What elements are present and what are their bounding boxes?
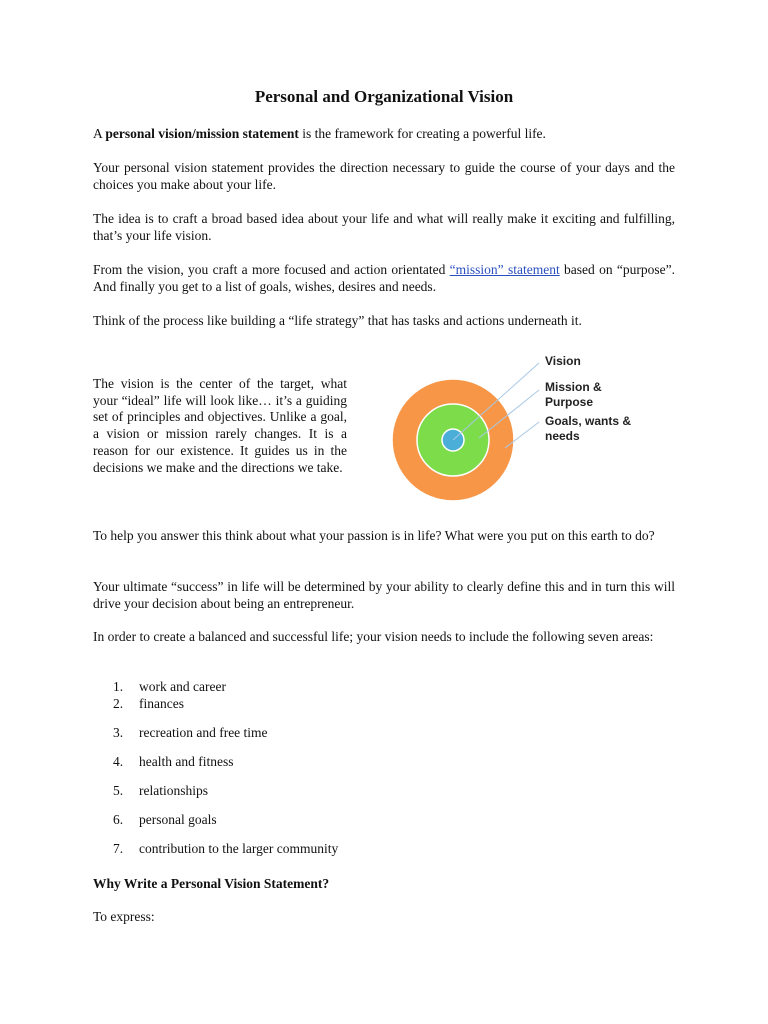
intro-pre: A: [93, 126, 106, 141]
vision-direction-paragraph: Your personal vision statement provides the direction necessary to guide the course of your days and the choices you make about your life.: [93, 160, 675, 192]
mission-paragraph: [93, 261, 675, 295]
to-express-paragraph: To express:: [93, 909, 155, 924]
label-mission-line1: Mission &: [545, 380, 602, 394]
seven-areas-paragraph: In order to create a balanced and successful life; your vision needs to include the following seven areas:: [93, 629, 654, 644]
section-heading: Why Write a Personal Vision Statement?: [93, 876, 330, 891]
intro-paragraph: [93, 125, 675, 142]
target-diagram-svg: [391, 348, 651, 504]
page-title: Personal and Organizational Vision: [254, 87, 514, 106]
passion-paragraph: To help you answer this think about what your passion is in life? What were you put on this earth to do?: [93, 528, 655, 543]
life-strategy-paragraph: Think of the process like building a “life strategy” that has tasks and actions underneath it.: [93, 313, 582, 328]
label-goals-line1: Goals, wants &: [545, 414, 632, 428]
label-mission-line2: Purpose: [545, 395, 594, 409]
intro-post: is the framework for creating a powerful life.: [298, 126, 546, 141]
vision-target-diagram: [391, 348, 651, 504]
vision-target-paragraph: The vision is the center of the target, what your “ideal” life will look like… it’s a guiding set of principles and objectives. Unlike a goal, a vision or mission rarely changes. It is a reason for our existence. It guides us in the decisions we make and the directions we take.: [93, 376, 347, 475]
mission-post: based on “purpose”. And finally you get to a list of goals, wishes, desires and needs.: [93, 262, 675, 294]
mission-statement-link[interactable]: “mission” statement: [449, 262, 560, 277]
life-vision-paragraph: The idea is to craft a broad based idea about your life and what will really make it exciting and fulfilling, that’s your life vision.: [93, 211, 675, 243]
label-vision: Vision: [545, 354, 581, 368]
success-paragraph: Your ultimate “success” in life will be determined by your ability to clearly define this and in turn this will drive your decision about being an entrepreneur.: [93, 579, 675, 611]
intro-bold-term: personal vision/mission statement: [105, 126, 299, 141]
label-goals-line2: needs: [545, 429, 580, 443]
mission-pre: From the vision, you craft a more focused and action orientated: [93, 262, 450, 277]
